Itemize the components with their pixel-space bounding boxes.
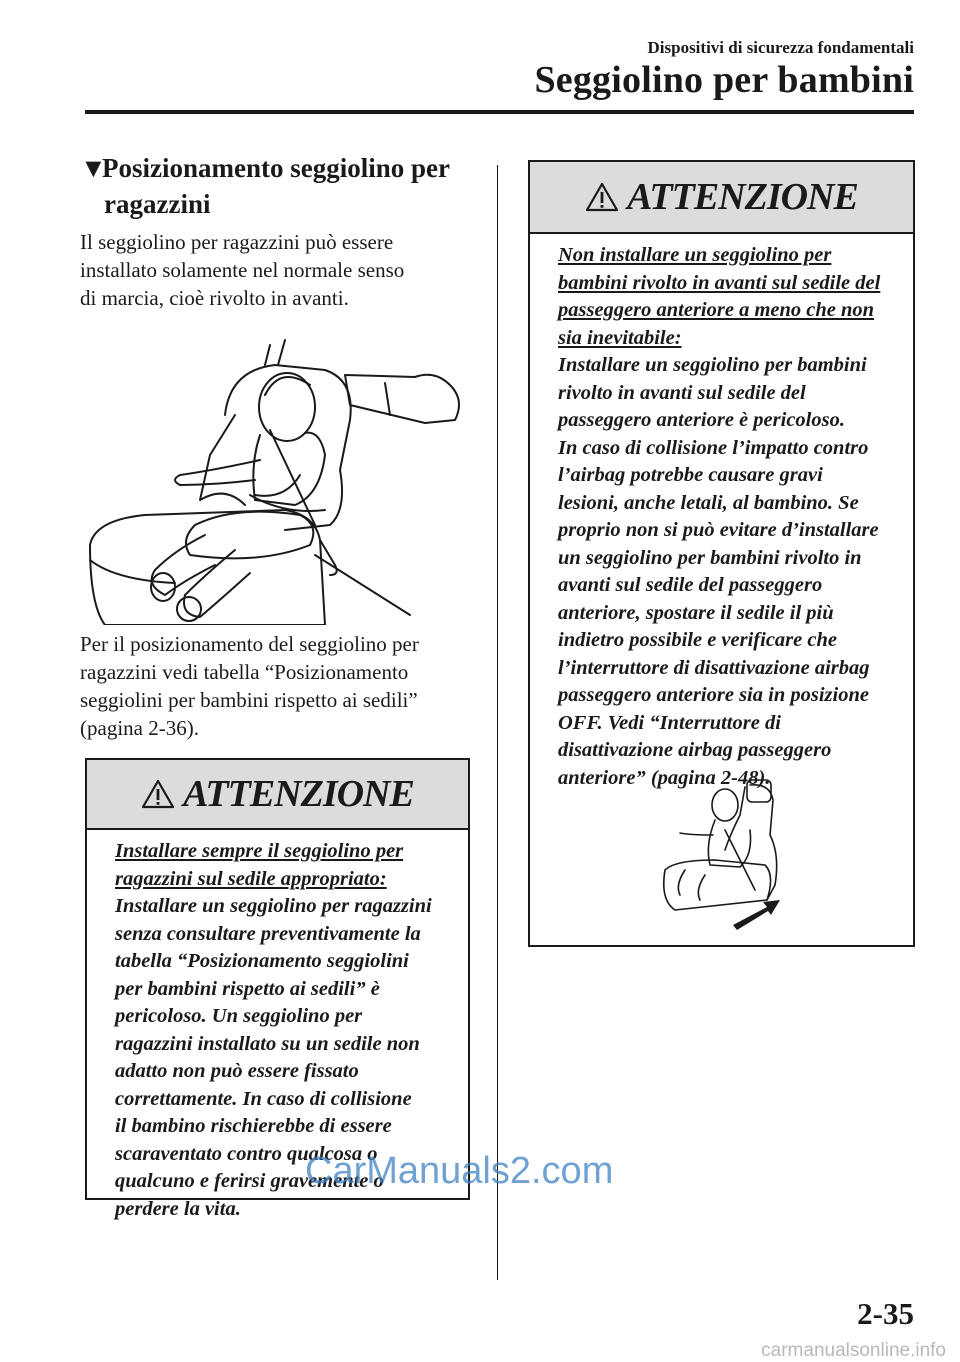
- text-line: seggiolini per bambini rispetto ai sedili”: [80, 688, 418, 712]
- warning-line: l’interruttore di disattivazione airbag: [558, 656, 870, 679]
- warning-line: OFF. Vedi “Interruttore di: [558, 711, 781, 734]
- warning-triangle-icon: [585, 182, 619, 212]
- warning-line: anteriore, spostare il sedile il più: [558, 601, 834, 624]
- warning-header: [530, 162, 913, 234]
- text-line: ragazzini vedi tabella “Posizionamento: [80, 660, 409, 684]
- subsection-heading: [80, 150, 480, 222]
- booster-seat-illustration: [85, 325, 470, 625]
- warning-line: l’airbag potrebbe causare gravi: [558, 464, 823, 486]
- text-line: installato solamente nel normale senso: [80, 258, 405, 282]
- warning-line: perdere la vita.: [115, 1197, 241, 1220]
- warning-line: pericoloso. Un seggiolino per: [115, 1005, 363, 1027]
- warning-line: adatto non può essere fissato: [115, 1060, 359, 1082]
- warning-lead-line: Installare sempre il seggiolino per: [115, 840, 404, 862]
- text-line: (pagina 2-36).: [80, 716, 199, 740]
- warning-line: lesioni, anche letali, al bambino. Se: [558, 491, 859, 514]
- text-line: di marcia, cioè rivolto in avanti.: [80, 286, 349, 310]
- warning-line: passeggero anteriore sia in posizione: [558, 684, 869, 706]
- warning-line: un seggiolino per bambini rivolto in: [558, 546, 862, 569]
- section-title: Dispositivi di sicurezza fondamentali: [647, 38, 914, 57]
- warning-box-left: [85, 758, 470, 1220]
- warning-header: [87, 760, 468, 830]
- warning-lead-line: sia inevitabile:: [558, 326, 682, 349]
- warning-line: tabella “Posizionamento seggiolini: [115, 950, 409, 972]
- triangle-bullet-icon: ▼: [80, 153, 107, 183]
- warning-line: ragazzini installato su un sedile non: [115, 1032, 420, 1055]
- heading-line-2: ragazzini: [104, 189, 211, 219]
- warning-line: disattivazione airbag passeggero: [558, 739, 832, 761]
- reference-paragraph: [80, 630, 475, 742]
- warning-title: ATTENZIONE: [183, 773, 414, 815]
- text-line: Per il posizionamento del seggiolino per: [80, 632, 419, 656]
- warning-line: avanti sul sedile del passeggero: [558, 574, 823, 596]
- warning-line: Installare un seggiolino per ragazzini: [115, 895, 432, 917]
- warning-line: scaraventato contro qualcosa o: [115, 1142, 378, 1165]
- header-divider: [85, 110, 914, 114]
- arrow-icon: [733, 900, 780, 930]
- warning-line: In caso di collisione l’impatto contro: [558, 436, 869, 459]
- warning-line: rivolto in avanti sul sedile del: [558, 381, 806, 404]
- warning-triangle-icon: [141, 779, 175, 809]
- warning-line: proprio non si può evitare d’installare: [558, 519, 879, 541]
- watermark-site: carmanualsonline.info: [761, 1340, 946, 1361]
- warning-line: correttamente. In caso di collisione: [115, 1087, 412, 1110]
- warning-line: indietro possibile e verificare che: [558, 629, 837, 651]
- warning-lead-line: ragazzini sul sedile appropriato:: [115, 867, 387, 890]
- warning-line: anteriore” (pagina 2-48).: [558, 766, 771, 789]
- warning-line: il bambino rischierebbe di essere: [115, 1115, 392, 1137]
- warning-line: passeggero anteriore è pericoloso.: [558, 409, 845, 431]
- warning-line: senza consultare preventivamente la: [115, 922, 421, 945]
- warning-lead-line: bambini rivolto in avanti sul sedile del: [558, 271, 881, 294]
- page-title: Seggiolino per bambini: [534, 59, 914, 101]
- column-divider: [497, 165, 498, 1280]
- warning-lead-line: Non installare un seggiolino per: [558, 244, 832, 266]
- warning-body: [558, 242, 897, 792]
- page-number: 2-35: [857, 1296, 914, 1331]
- warning-line: per bambini rispetto ai sedili” è: [115, 977, 380, 1000]
- warning-lead-line: passeggero anteriore a meno che non: [558, 299, 875, 321]
- seat-rearward-illustration: [655, 775, 785, 935]
- intro-paragraph: [80, 228, 475, 312]
- warning-line: qualcuno e ferirsi gravemente o: [115, 1170, 384, 1192]
- warning-title: ATTENZIONE: [627, 176, 858, 218]
- watermark-logo: CarManuals2.com: [305, 1150, 614, 1192]
- warning-line: Installare un seggiolino per bambini: [558, 354, 867, 376]
- text-line: Il seggiolino per ragazzini può essere: [80, 230, 394, 254]
- heading-line-1: Posizionamento seggiolino per: [102, 153, 450, 183]
